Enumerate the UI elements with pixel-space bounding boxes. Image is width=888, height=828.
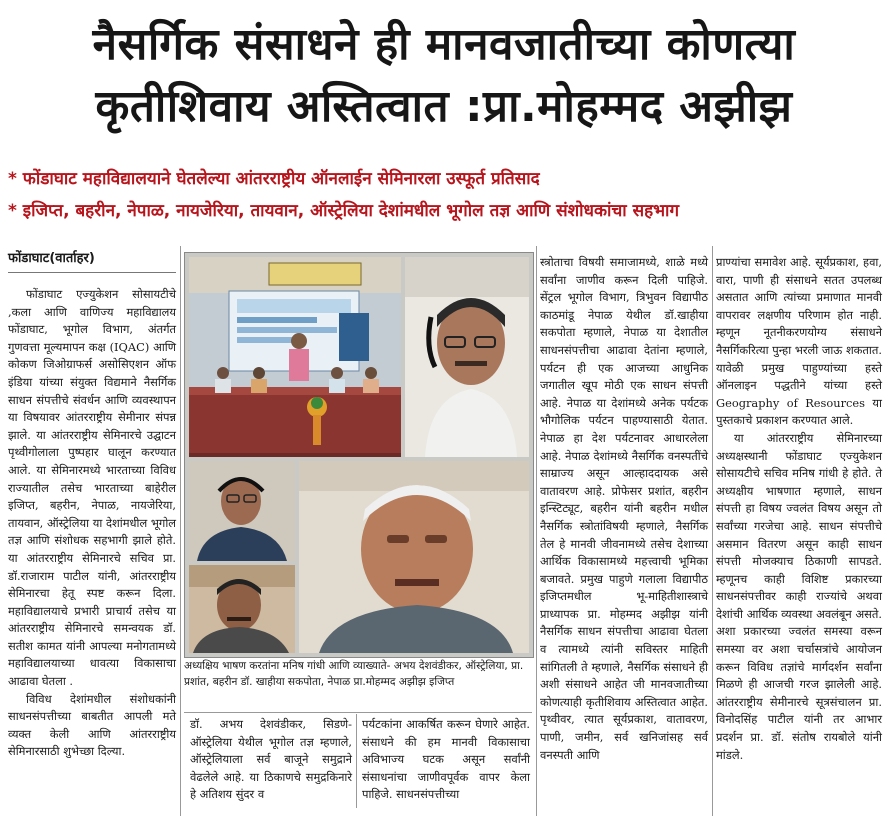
column-divider — [180, 246, 181, 816]
column-divider — [356, 714, 357, 808]
column-5-paragraph-1: प्राण्यांचा समावेश आहे. सूर्यप्रकाश, हवा, वारा, पाणी ही संसाधने सतत उपलब्ध असतात आणि त्यांच्या प्रमाणात मानवी वापरावर लक्षणीय परिणाम होत नाही. म्हणून नूतनीकरणयोग्य संसाधने नैसर्गिकरित्या पुन्हा भरली जाऊ शकतात. यावेळी प्रमुख पाहुण्यांच्या हस्ते ऑनलाइन पद्धतीने यांच्या हस्ते Geography of Resources या पुस्तकाचे प्रकाशन करण्यात आले. — [716, 255, 882, 428]
column-5-paragraph-2: या आंतरराष्ट्रीय सेमिनारच्या अध्यक्षस्थानी फोंडाघाट एज्युकेशन सोसायटीचे सचिव मनिष गांधी हे होते. ते अध्यक्षीय भाषणात म्हणाले, साधन संपत्ती हा विषय ज्वलंत विषय असून तो सर्वांच्या गरजेचा आहे. साधन संपत्तीचे असमान वितरण असून काही साधन संपत्ती मोजक्याच ठिकाणी सापडते. म्हणूनच काही विशिष्ट प्रकारच्या साधनसंपत्तीवर काही राज्यांचे अथवा देशांची आर्थिक व्यवस्था अवलंबून असते. अशा प्रकारच्या ज्वलंत समस्या वरून समस्या वर अशा चर्चासत्रांचे आयोजन करून विविध तज्ञांचे मार्गदर्शन सर्वांना मिळणे ही आजची गरज झालेली आहे. आंतरराष्ट्रीय सेमीनारचे सूत्रसंचालन प्रा. विनोदसिंह पाटील यांनी तर आभार प्रदर्शन प्रा. डॉ. संतोष रायबोले यांनी मांडले. — [716, 430, 882, 762]
article-column-1 — [8, 286, 176, 761]
subhead-1: * फोंडाघाट महाविद्यालयाने घेतलेल्या आंतरराष्ट्रीय ऑनलाईन सेमिनारला उस्फूर्त प्रतिसाद — [8, 169, 540, 189]
caption-divider — [184, 712, 532, 713]
subhead-2: * इजिप्त, बहरीन, नेपाळ, नायजेरिया, तायवान, ऑस्ट्रेलिया देशांमधील भूगोल तज्ञ आणि संशोधकांचा सहभाग — [8, 201, 680, 221]
speaker-photo-bahrain — [189, 461, 295, 561]
speaker-illustration — [299, 461, 529, 653]
headline-line-1: नैसर्गिक संसाधने ही मानवजातीच्या कोणत्या — [92, 19, 796, 70]
speaker-illustration — [189, 461, 295, 561]
speaker-photo-nepal — [405, 257, 529, 457]
photo-caption: अध्यक्षिय भाषण करतांना मनिष गांधी आणि व्याख्याते- अभय देशवंडीकर, ऑस्ट्रेलिया, प्रा. प्रशांत, बहरीन डॉ. खाहीया सकपोता, नेपाळ प्रा.मोहम्मद अझीझ इजिप्त — [184, 660, 524, 688]
dateline: फोंडाघाट(वार्ताहर) — [8, 250, 176, 273]
column-1-paragraph-2: विविध देशांमधील संशोधकांनी साधनसंपत्तीच्या बाबतीत आपली मते व्यक्त केली आणि आंतरराष्ट्रीय सेमिनारसाठी शुभेच्छा दिल्या. — [8, 691, 176, 759]
speaker-illustration — [189, 565, 295, 653]
speaker-illustration — [405, 257, 529, 457]
column-1-paragraph-1: फोंडाघाट एज्युकेशन सोसायटीचे ,कला आणि वाणिज्य महाविद्यालय फोंडाघाट, भूगोल विभाग, अंतर्गत गुणवत्ता मूल्यमापन कक्ष (IQAC) आणि कोकण जिओग्राफर्स असोसिएशन ऑफ इंडिया यांच्या संयुक्त विद्यमाने नैसर्गिक साधन संपत्तीचे संवर्धन आणि व्यवस्थापन या विषयावर आंतरराष्ट्रीय सेमीनार संपन्न झाले. या आंतरराष्ट्रीय सेमिनारचे उद्घाटन पृथ्वीगोलाला पुष्पहार घालून करण्यात आले. या सेमिनारमध्ये भारताच्या विविध राज्यातील तसेच भारताच्या बाहेरील इजिप्त, बहरीन, नेपाळ, नायजेरिया, तायवान, ऑस्ट्रेलिया या देशांमधील भूगोल तज्ञ आणि संशोधक सहभागी झाले होते. या आंतरराष्ट्रीय सेमिनारचे सचिव प्रा. डॉ.राजाराम पाटील यांनी, आंतरराष्ट्रीय सेमिनारचा हेतू स्पष्ट करून दिला. महाविद्यालयाचे प्रभारी प्राचार्य तसेच या आंतरराष्ट्रीय सेमिनारचे समन्वयक डॉ. सतीश कामत यांनी आपल्या मनोगतामध्ये महाविद्यालयाच्या धावत्या विकासाचा आढावा घेतला . — [8, 287, 176, 689]
column-divider — [536, 246, 537, 816]
seminar-photo-collage — [184, 252, 534, 658]
article-column-2: डॉ. अभय देशवंडीकर, सिडणे- ऑस्ट्रेलिया येथील भूगोल तज्ञ म्हणाले, ऑस्ट्रेलियाला सर्व बाजूने समुद्राने वेढलेले आहे. या ठिकाणचे समुद्रकिनारे हे अतिशय सुंदर व — [190, 717, 352, 802]
headline-line-2: कृतीशिवाय अस्तित्वात :प्रा.मोहम्मद अझीझ — [95, 81, 793, 132]
stage-scene-illustration — [189, 257, 401, 457]
column-divider — [712, 246, 713, 816]
speaker-photo-australia — [189, 565, 295, 653]
article-column-5 — [716, 254, 882, 764]
speaker-photo-egypt — [299, 461, 529, 653]
article-column-4: स्त्रोताचा विषयी समाजामध्ये, शाळे मध्ये सर्वांना जाणीव करून दिली पाहिजे. सेंट्रल भूगोल विभाग, त्रिभुवन विद्यापीठ काठमांडू नेपाळ येथील डॉ.खाहीया सकपोता म्हणाले, नेपाळ या देशातील साधनसंपत्तीचा आढावा देतांना म्हणाले, पर्यटन ही एक आजच्या आधुनिक जगातील खूप मोठी एक साधन संपत्ती आहे. नेपाळ या देशांमध्ये अनेक पर्यटक भौगोलिक पर्यटन पाहण्यासाठी येतात. नेपाळ हा देश पर्यटनावर आधारलेला आहे. नेपाळ देशांमध्ये नैसर्गिक वनस्पतींचे साम्राज्य असून आल्हाददायक असे वातावरण आहे. प्रोफेसर प्रशांत, बहरीन इन्स्टिट्यूट, बहरीन यांनी बहरीन मधील नैसर्गिक स्त्रोतांविषयी म्हणाले, नैसर्गिक तेल हे मानवी जीवनामध्ये तसेच देशाच्या आर्थिक विकासामध्ये महत्त्वाची भूमिका बजावते. प्रमुख पाहुणे गलाला विद्यापीठ इजिप्तमधील भू-माहितीशास्त्राचे प्राध्यापक प्रा. मोहम्मद अझीझ यांनी नैसर्गिक साधन संपत्तीचा आढावा घेतला व त्यामध्ये त्यांनी सविस्तर माहिती सांगितली ते म्हणाले, नैसर्गिक संसाधने ही अशी संसाधने आहेत जी मानवजातीच्या कोणत्याही कृतीशिवाय अस्तित्वात आहेत. पृथ्वीवर, त्यात सूर्यप्रकाश, वातावरण, पाणी, जमीन, सर्व खनिजांसह सर्व वनस्पती आणि — [540, 255, 708, 762]
stage-photo — [189, 257, 401, 457]
article-column-3: पर्यटकांना आकर्षित करून घेणारे आहेत. संसाधने की हम मानवी विकासाचा अविभाज्य घटक असून सर्वांनी संसाधनांचा जाणीवपूर्वक वापर केला पाहिजे. साधनसंपत्तीच्या — [362, 717, 530, 802]
